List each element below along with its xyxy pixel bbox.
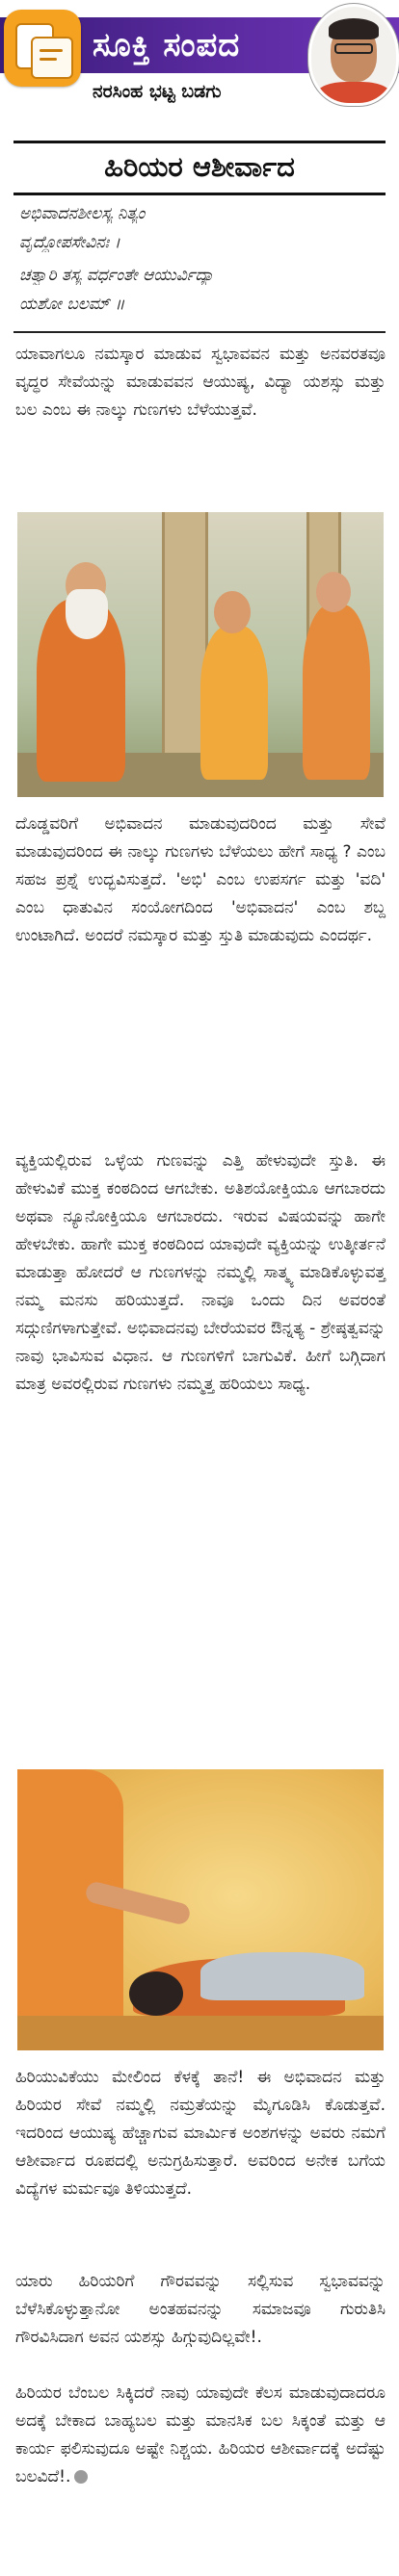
body-paragraph: ವ್ಯಕ್ತಿಯಲ್ಲಿರುವ ಒಳ್ಳೆಯ ಗುಣವನ್ನು ಎತ್ತಿ ಹೇಳುವುದೇ ಸ್ತುತಿ. ಈ ಹೇಳುವಿಕೆ ಮುಕ್ತ ಕಂಠದಿಂದ ಆಗಬೇಕು. ಅತಿಶಯೋಕ್ತಿಯೂ ಆಗಬಾರದು ಅಥವಾ ನ್ಯೂನೋಕ್ತಿಯೂ ಆಗಬಾರದು. ಇರುವ ವಿಷಯವನ್ನು ಹಾಗೇ ಹೇಳಬೇಕು. ಹಾಗೇ ಮುಕ್ತ ಕಂಠದಿಂದ ಯಾವುದೇ ವ್ಯಕ್ತಿಯನ್ನು ಉತ್ಕೀರ್ತನೆ ಮಾಡುತ್ತಾ ಹೋದರೆ ಆ ಗುಣಗಳನ್ನು ನಮ್ಮಲ್ಲಿ ಸಾತ್ಮ್ಯ ಮಾಡಿಕೊಳ್ಳುವತ್ತ ನಮ್ಮ ಮನಸು ಹರಿಯುತ್ತದೆ. ನಾವೂ ಒಂದು ದಿನ ಅವರಂತೆ ಸದ್ಗುಣಿಗಳಾಗುತ್ತೇವೆ. ಅಭಿವಾದನವು ಬೇರೆಯವರ ಔನ್ನತ್ಯ - ಶ್ರೇಷ್ಠತ್ವವನ್ನು ನಾವು ಭಾವಿಸುವ ವಿಧಾನ. ಆ ಗುಣಗಳಿಗೆ ಬಾಗುವಿಕೆ. ಹೀಗೆ ಬಗ್ಗಿದಾಗ ಮಾತ್ರ ಅವರಲ್ಲಿರುವ ಗುಣಗಳು ನಮ್ಮತ್ತ ಹರಿಯಲು ಸಾಧ್ಯ. xyxy=(15,1151,386,1394)
column-title: ಸೂಕ್ತಿ ಸಂಪದ xyxy=(93,26,241,64)
document-stack-icon xyxy=(4,10,81,87)
end-mark-icon xyxy=(74,2470,88,2484)
body-paragraph: ದೊಡ್ಡವರಿಗೆ ಅಭಿವಾದನ ಮಾಡುವುದರಿಂದ ಮತ್ತು ಸೇವೆ ಮಾಡುವುದರಿಂದ ಈ ನಾಲ್ಕು ಗುಣಗಳು ಬೆಳೆಯಲು ಹೇಗೆ ಸಾಧ್ಯ ? ಎಂಬ ಸಹಜ ಪ್ರಶ್ನೆ ಉದ್ಭವಿಸುತ್ತದೆ. 'ಅಭಿ' ಎಂಬ ಉಪಸರ್ಗ ಮತ್ತು 'ವದಿ' ಎಂಬ ಧಾತುವಿನ ಸಂಯೋಗದಿಂದ 'ಅಭಿವಾದನ' ಎಂಬ ಶಬ್ದ ಉಂಟಾಗಿದೆ. ಅಂದರೆ ನಮಸ್ಕಾರ ಮತ್ತು ಸ್ತುತಿ ಮಾಡುವುದು ಎಂದರ್ಥ. xyxy=(15,814,386,945)
verse-line: ವೃದ್ಧೋಪಸೇವಿನಃ । xyxy=(19,233,120,252)
headline-rule-top xyxy=(13,141,386,143)
verse-line: ಚತ್ವಾರಿ ತಸ್ಯ ವರ್ಧಂತೇ ಆಯುರ್ವಿದ್ಯಾ xyxy=(19,266,214,285)
body-paragraph-final xyxy=(15,2380,386,2491)
body-paragraph: ಹಿರಿಯುವಿಕೆಯು ಮೇಲಿಂದ ಕೆಳಕ್ಕೆ ತಾನೆ! ಈ ಅಭಿವಾದನ ಮತ್ತು ಹಿರಿಯರ ಸೇವೆ ನಮ್ಮಲ್ಲಿ ನಮ್ರತೆಯನ್ನು ಮೈಗೂಡಿಸಿ ಕೊಡುತ್ತವೆ. ಇದರಿಂದ ಆಯುಷ್ಯ ಹೆಚ್ಚಾಗುವ ಮಾರ್ಮಿಕ ಅಂಶಗಳನ್ನು ಅವರು ನಮಗೆ ಆಶೀರ್ವಾದ ರೂಪದಲ್ಲಿ ಅನುಗ್ರಹಿಸುತ್ತಾರೆ. ಅವರಿಂದ ಅನೇಕ ಬಗೆಯ ವಿದ್ಯೆಗಳ ಮರ್ಮವೂ ತಿಳಿಯುತ್ತದೆ. xyxy=(15,2068,386,2199)
column-banner xyxy=(0,0,399,108)
verse-line: ಅಭಿವಾದನಶೀಲಸ್ಯ ನಿತ್ಯಂ xyxy=(19,204,146,223)
author-avatar xyxy=(308,4,399,106)
headline-rule-bottom xyxy=(13,193,386,195)
body-paragraph: ಯಾವಾಗಲೂ ನಮಸ್ಕಾರ ಮಾಡುವ ಸ್ವಭಾವವನ ಮತ್ತು ಅನವರತವೂ ವೃದ್ಧರ ಸೇವೆಯನ್ನು ಮಾಡುವವನ ಆಯುಷ್ಯ, ವಿದ್ಯಾ ಯಶಸ್ಸು ಮತ್ತು ಬಲ ಎಂಬ ಈ ನಾಲ್ಕು ಗುಣಗಳು ಬೆಳೆಯುತ್ತವೆ. xyxy=(15,345,386,420)
verse-line: ಯಶೋ ಬಲಮ್ ॥ xyxy=(19,295,125,314)
body-paragraph: ಯಾರು ಹಿರಿಯರಿಗೆ ಗೌರವವನ್ನು ಸಲ್ಲಿಸುವ ಸ್ವಭಾವವನ್ನು ಬೆಳೆಸಿಕೊಳ್ಳುತ್ತಾನೋ ಅಂತಹವನನ್ನು ಸಮಾಜವೂ ಗುರುತಿಸಿ ಗೌರವಿಸಿದಾಗ ಅವನ ಯಶಸ್ಸು ಹಿಗ್ಗುವುದಿಲ್ಲವೇ!. xyxy=(15,2272,386,2347)
author-name: ನರಸಿಂಹ ಭಟ್ಟ ಬಡಗು xyxy=(93,81,222,102)
sage-blessing-illustration xyxy=(17,512,384,797)
final-paragraph-text: ಹಿರಿಯರ ಬೆಂಬಲ ಸಿಕ್ಕಿದರೆ ನಾವು ಯಾವುದೇ ಕೆಲಸ ಮಾಡುವುದಾದರೂ ಅದಕ್ಕೆ ಬೇಕಾದ ಬಾಹ್ಯಬಲ ಮತ್ತು ಮಾನಸಿಕ ಬಲ ಸಿಕ್ಕಂತೆ ಮತ್ತು ಆ ಕಾರ್ಯ ಫಲಿಸುವುದೂ ಅಷ್ಟೇ ನಿಶ್ಚಯ. ಹಿರಿಯರ ಆಶೀರ್ವಾದಕ್ಕೆ ಅದೆಷ್ಟು ಬಲವಿದೆ!. xyxy=(15,2383,386,2486)
article-title: ಹಿರಿಯರ ಆಶೀರ್ವಾದ xyxy=(104,150,295,183)
bowing-at-feet-illustration xyxy=(17,1769,384,2050)
verse-divider xyxy=(13,331,386,333)
